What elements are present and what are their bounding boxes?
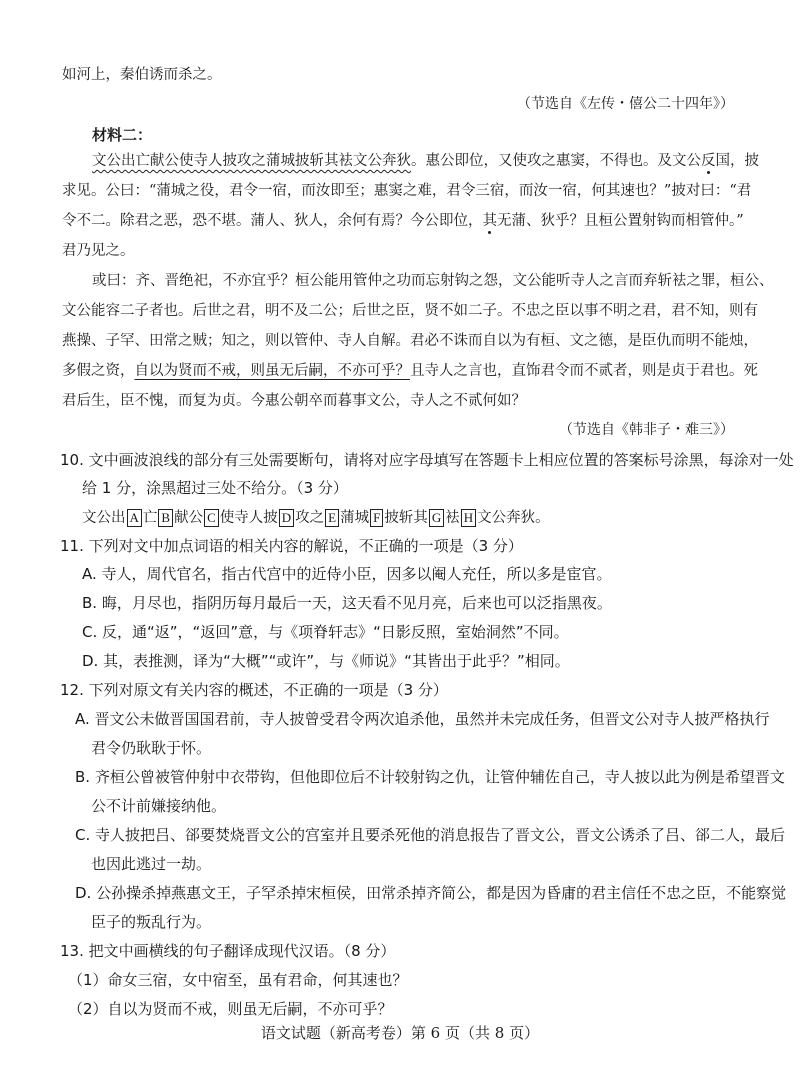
question-10-stem-line-1: 10. 文中画波浪线的部分有三处需要断句，请将对应字母填写在答题卡上相应位置的答案标号涂黑，每涂对一处 (60, 451, 794, 469)
question-12-stem: 12. 下列对原文有关内容的概述，不正确的一项是（3 分） (60, 681, 448, 699)
question-12-option-b-line-2[interactable]: 公不计前嫌接纳他。 (91, 797, 227, 815)
break-box-B[interactable]: B (158, 509, 173, 527)
material1-tail: 如河上，秦伯诱而杀之。 (62, 67, 222, 83)
dotted-word-fan: 反 (701, 153, 716, 169)
material2-paragraph-line-1: 文公出亡献公使寺人披攻之蒲城披斩其袪文公奔狄。惠公即位，又使攻之惠窦，不得也。及文公反国，披 (92, 153, 759, 169)
material2-title: 材料二： (92, 126, 153, 144)
question-11-option-c[interactable]: C. 反，通“返”，“返回”意，与《项脊轩志》“日影反照，室始洞然”不同。 (82, 623, 569, 641)
break-box-H[interactable]: H (461, 509, 476, 527)
question-12-option-c-line-1[interactable]: C. 寺人披把吕、郤要焚烧晋文公的宫室并且要杀死他的消息报告了晋文公，晋文公诱杀了吕、郤二人，最后 (75, 826, 786, 844)
break-box-F[interactable]: F (370, 509, 383, 527)
material1-source: （节选自《左传・僖公二十四年》） (517, 96, 734, 112)
break-box-A[interactable]: A (127, 509, 142, 527)
break-box-G[interactable]: G (429, 509, 444, 527)
break-box-D[interactable]: D (279, 509, 294, 527)
question-12-option-c-line-2[interactable]: 也因此逃过一劫。 (91, 855, 212, 873)
material2-paragraph2-line-2: 文公能容二子者也。后世之君，明不及二公；后世之臣，贤不如二子。不忠之臣以事不明之君，君不知，则有 (62, 303, 758, 319)
dotted-word-qi: 其 (482, 213, 497, 229)
material2-paragraph2-line-4: 多假之资，自以为贤而不戒，则虽无后嗣，不亦可乎？且寺人之言也，直饰君令而不贰者，则是贞于君也。死 (62, 363, 758, 379)
question-13-sentence-2: （2）自以为贤而不戒，则虽无后嗣，不亦可乎？ (68, 1000, 393, 1018)
question-12-option-b-line-1[interactable]: B. 齐桓公曾被管仲射中衣带钩，但他即位后不计较射钩之仇，让管仲辅佐自己，寺人披以此为例是希望晋文 (75, 768, 785, 786)
question-12-option-d-line-2[interactable]: 臣子的叛乱行为。 (91, 913, 212, 931)
question-11-stem: 11. 下列对文中加点词语的相关内容的解说，不正确的一项是（3 分） (60, 537, 523, 555)
question-11-option-d[interactable]: D. 其，表推测，译为“大概”“或许”，与《师说》“其皆出于此乎？”相同。 (82, 652, 570, 670)
question-10-stem-line-2: 给 1 分，涂黑超过三处不给分。（3 分） (82, 479, 348, 497)
question-11-option-b[interactable]: B. 晦，月尽也，指阴历每月最后一天，这天看不见月亮，后来也可以泛指黑夜。 (82, 594, 612, 612)
break-box-C[interactable]: C (204, 509, 219, 527)
material2-paragraph-line-3: 令不二。除君之恶，恐不堪。蒲人、狄人，余何有焉？今公即位，其无蒲、狄乎？且桓公置射钩而相管仲。” (62, 213, 744, 229)
question-12-option-a-line-1[interactable]: A. 晋文公未做晋国国君前，寺人披曾受君令两次追杀他，虽然并未完成任务，但晋文公对寺人披严格执行 (75, 710, 770, 728)
material2-paragraph2-line-3: 燕操、子罕、田常之贼；知之，则以管仲、寺人自解。君必不诛而自以为有桓、文之德，是臣仇而明不能烛， (62, 333, 758, 349)
wavy-underlined-passage: 文公出亡献公使寺人披攻之蒲城披斩其袪文公奔狄 (92, 153, 411, 169)
material2-paragraph-line-4: 君乃见之。 (62, 243, 135, 259)
material2-source: （节选自《韩非子・难三》） (559, 422, 734, 438)
question-13-stem: 13. 把文中画横线的句子翻译成现代汉语。（8 分） (60, 942, 396, 960)
material2-paragraph-line-2: 求见。公曰：“蒲城之役，君令一宿，而汝即至；惠窦之难，君令三宿，而汝一宿，何其速也？”披对曰：“君 (62, 183, 752, 199)
break-box-E[interactable]: E (325, 509, 339, 527)
question-10-break-options: 文公出 A 亡 B 献公 C 使寺人披 D 攻之 E 蒲城 F 披斩其 G 袪 H 文公奔狄。 (82, 510, 550, 526)
page-footer: 语文试题（新高考卷）第 6 页（共 8 页） (260, 1024, 540, 1042)
question-13-sentence-1: （1）命女三宿，女中宿至，虽有君命，何其速也？ (68, 971, 408, 989)
material2-paragraph2-line-5: 君后生，臣不愧，而复为贞。今惠公朝卒而暮事文公，寺人之不贰何如？ (62, 393, 526, 409)
underlined-sentence: 自以为贤而不戒，则虽无后嗣，不亦可乎？ (134, 363, 410, 379)
material2-paragraph2-line-1: 或曰：齐、晋绝祀，不亦宜乎？桓公能用管仲之功而忘射钩之怨，文公能听寺人之言而弃斩袪之罪，桓公、 (92, 273, 774, 289)
question-12-option-d-line-1[interactable]: D. 公孙操杀掉燕惠文王，子罕杀掉宋桓侯，田常杀掉齐简公，都是因为昏庸的君主信任不忠之臣，不能察觉 (75, 884, 787, 902)
question-12-option-a-line-2[interactable]: 君令仍耿耿于怀。 (91, 739, 212, 757)
question-11-option-a[interactable]: A. 寺人，周代官名，指古代宫中的近侍小臣，因多以阉人充任，所以多是宦官。 (82, 565, 612, 583)
